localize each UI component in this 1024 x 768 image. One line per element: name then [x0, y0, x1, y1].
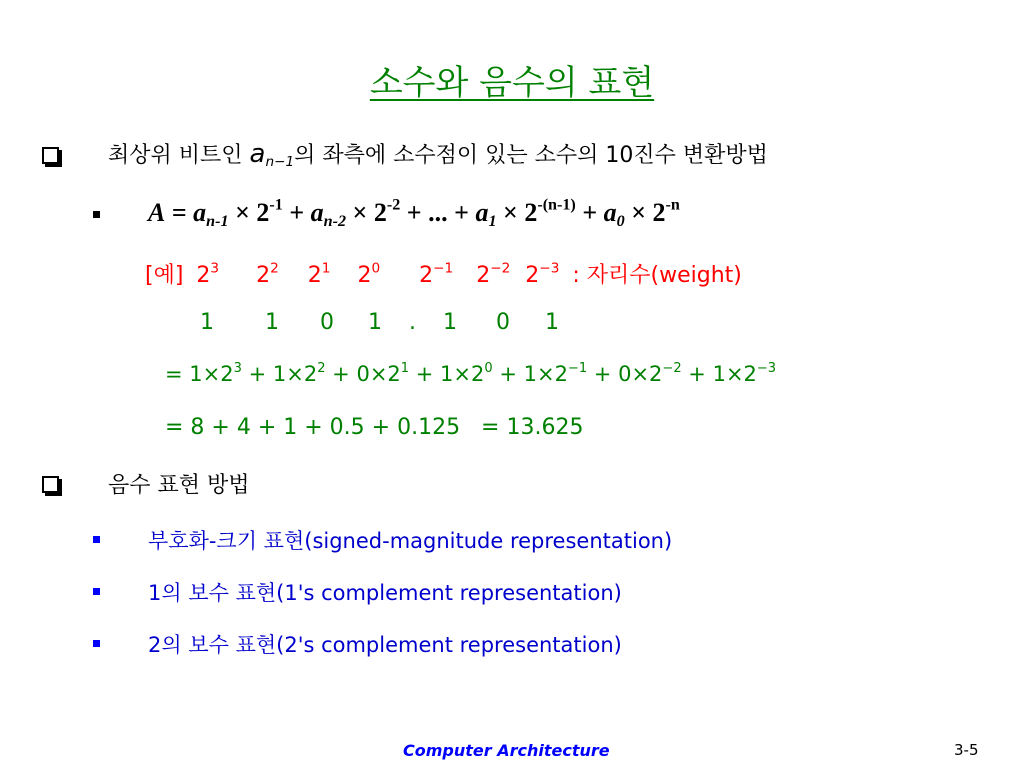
- sub-item-signed-magnitude: 부호화-크기 표현(signed-magnitude representation): [148, 529, 673, 553]
- formula-t4-exp: -n: [665, 196, 680, 214]
- term: [524, 362, 588, 386]
- weight-0: [357, 260, 381, 288]
- term-base: ×2: [631, 362, 663, 386]
- term-exp: −1: [567, 360, 588, 376]
- weight-base: 2: [525, 263, 540, 288]
- expansion-line: [165, 362, 776, 386]
- bits-line: [0, 310, 1024, 340]
- formula-t3-sub: 1: [488, 212, 497, 230]
- sub-item-ones-complement: 1의 보수 표현(1's complement representation): [148, 581, 622, 605]
- formula-eq: =: [165, 198, 194, 227]
- square-bullet-icon: [93, 211, 100, 218]
- msb-variable: a: [249, 139, 266, 169]
- term-exp: 1: [400, 360, 410, 376]
- formula-t2-sub: n-2: [323, 212, 347, 230]
- formula-t2-exp: -2: [386, 196, 401, 214]
- slide-title: [0, 55, 1024, 104]
- expansion-start: =: [165, 362, 190, 386]
- formula-t1-sub: n-1: [206, 212, 229, 230]
- term-coef: 1: [712, 362, 726, 386]
- example-label: [예]: [145, 263, 184, 288]
- formula-ellipsis: ...: [428, 198, 455, 227]
- weight-3: [196, 260, 220, 288]
- formula-line: [148, 198, 680, 228]
- plus-sign: +: [492, 362, 524, 386]
- radix-point: .: [409, 310, 416, 335]
- formula-plus4: +: [575, 198, 604, 227]
- bullet-negative-representation: 음수 표현 방법: [108, 473, 250, 498]
- term-base: ×2: [286, 362, 318, 386]
- weight-m2: [476, 260, 511, 288]
- weight-1: [307, 260, 331, 288]
- weight-m3: [525, 260, 560, 288]
- weight-note: : 자리수(weight): [572, 263, 742, 288]
- term-base: ×2: [202, 362, 234, 386]
- weight-exp: −3: [539, 260, 560, 277]
- sum-line: = 8 + 4 + 1 + 0.5 + 0.125 = 13.625: [165, 415, 584, 440]
- term-coef: 0: [618, 362, 632, 386]
- bit-digit: 1: [200, 310, 214, 335]
- weight-exp: 3: [210, 260, 220, 277]
- weight-2: [256, 260, 279, 288]
- weight-base: 2: [419, 263, 434, 288]
- square-bullet-icon: [93, 536, 100, 543]
- bullet-decimal-conversion: [108, 138, 768, 169]
- bit-digit: 1: [368, 310, 382, 335]
- weight-base: 2: [476, 263, 491, 288]
- formula-A: A: [148, 198, 166, 227]
- weight-exp: 2: [270, 260, 279, 277]
- weight-exp: −1: [433, 260, 454, 277]
- term-coef: 1: [272, 362, 287, 386]
- term-coef: 1: [440, 362, 454, 386]
- formula-t4-sub: 0: [616, 212, 625, 230]
- bit-digit: 1: [545, 310, 559, 335]
- plus-sign: +: [587, 362, 619, 386]
- page-number: 3-5: [954, 741, 979, 759]
- formula-two3: 2: [524, 198, 538, 227]
- plus-sign: +: [241, 362, 273, 386]
- slide-title-text: 소수와 음수의 표현: [369, 63, 655, 103]
- term-coef: 1: [523, 362, 537, 386]
- weight-base: 2: [196, 263, 211, 288]
- plus-sign: +: [325, 362, 357, 386]
- weight-base: 2: [357, 263, 372, 288]
- formula-t3-exp: -(n-1): [537, 196, 576, 214]
- term: [189, 362, 242, 386]
- term: [356, 362, 409, 386]
- term: [713, 362, 777, 386]
- sub-item-twos-complement: 2의 보수 표현(2's complement representation): [148, 633, 622, 657]
- bit-digit: 1: [443, 310, 457, 335]
- bit-digit: 1: [265, 310, 279, 335]
- weight-exp: −2: [490, 260, 511, 277]
- plus-sign: +: [409, 362, 441, 386]
- term-exp: −2: [662, 360, 682, 376]
- weight-base: 2: [307, 263, 322, 288]
- term-exp: −3: [756, 360, 777, 376]
- term-exp: 2: [317, 360, 326, 376]
- weight-m1: [419, 260, 454, 288]
- formula-times3: ×: [496, 198, 525, 227]
- bullet-text-pre: 최상위 비트인: [108, 143, 250, 168]
- footer-course-title: Computer Architecture: [403, 741, 610, 760]
- formula-two4: 2: [652, 198, 666, 227]
- msb-subscript: n−1: [265, 154, 295, 171]
- formula-a4: a: [603, 198, 617, 227]
- square-bullet-icon: [93, 640, 100, 647]
- formula-t1-exp: -1: [269, 196, 283, 214]
- formula-a2: a: [310, 198, 324, 227]
- term: [273, 362, 326, 386]
- term-coef: 0: [356, 362, 370, 386]
- bit-digit: 0: [320, 310, 334, 335]
- formula-two2: 2: [373, 198, 387, 227]
- term-exp: 0: [484, 360, 493, 376]
- weight-exp: 0: [371, 260, 381, 277]
- checkbox-bullet-icon: [42, 147, 59, 164]
- example-weights-line: [145, 258, 742, 289]
- term-coef: 1: [189, 362, 203, 386]
- square-bullet-icon: [93, 588, 100, 595]
- checkbox-bullet-icon: [42, 476, 59, 493]
- formula-a3: a: [475, 198, 489, 227]
- term-base: ×2: [453, 362, 485, 386]
- term: [618, 362, 682, 386]
- formula-a1: a: [193, 198, 207, 227]
- formula-times1: ×: [228, 198, 257, 227]
- bullet-text-post: 의 좌측에 소수점이 있는 소수의 10진수 변환방법: [294, 143, 768, 168]
- weight-exp: 1: [321, 260, 331, 277]
- formula-times2: ×: [346, 198, 374, 227]
- bit-digit: 0: [496, 310, 510, 335]
- weight-base: 2: [256, 263, 271, 288]
- term-base: ×2: [369, 362, 401, 386]
- formula-plus2: +: [400, 198, 429, 227]
- formula-plus3: +: [454, 198, 476, 227]
- term: [440, 362, 493, 386]
- term-base: ×2: [725, 362, 757, 386]
- term-base: ×2: [536, 362, 568, 386]
- formula-times4: ×: [624, 198, 653, 227]
- term-exp: 3: [233, 360, 242, 376]
- formula-plus1: +: [282, 198, 311, 227]
- formula-two1: 2: [256, 198, 270, 227]
- plus-sign: +: [681, 362, 713, 386]
